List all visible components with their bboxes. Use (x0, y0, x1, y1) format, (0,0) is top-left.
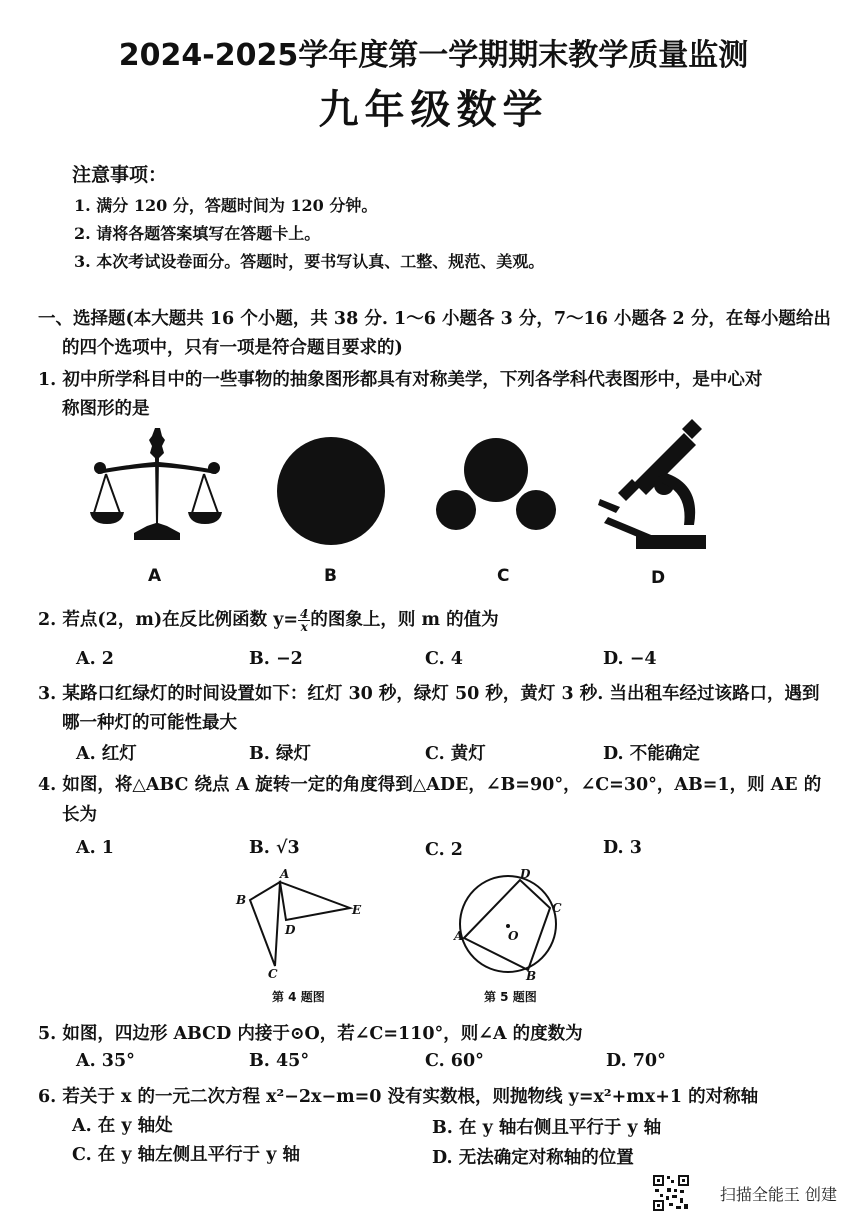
q5-point-o: O (508, 929, 519, 943)
q1-label-a: A (148, 566, 162, 586)
q2-fraction (298, 608, 310, 633)
watermark-text: 扫描全能王 创建 (719, 1185, 837, 1204)
q3-line2: 哪一种灯的可能性最大 (62, 713, 237, 733)
q1-label-c: C (497, 566, 510, 586)
q4-point-b: B (236, 893, 247, 907)
q3-option-d: D. 不能确定 (603, 744, 700, 764)
q5-option-c: C. 60° (425, 1051, 484, 1071)
q6-option-b: B. 在 y 轴右侧且平行于 y 轴 (432, 1118, 662, 1138)
q5-point-a: A (454, 929, 464, 943)
notice-heading: 注意事项： (72, 164, 168, 186)
q1-label-d: D (651, 568, 666, 588)
microscope-icon (596, 425, 716, 555)
notice-item-2: 2. 请将各题答案填写在答题卡上。 (74, 224, 321, 243)
q5-point-b: B (526, 969, 537, 983)
q2-frac-den: x (300, 620, 308, 634)
q4-caption: 第 4 题图 (272, 990, 325, 1004)
q4-point-d: D (285, 923, 296, 937)
q6-option-d: D. 无法确定对称轴的位置 (432, 1148, 634, 1168)
three-circles-icon (436, 435, 558, 545)
q2-frac-num: 4 (300, 607, 309, 621)
q3-option-c: C. 黄灯 (425, 744, 486, 764)
q5-option-a: A. 35° (76, 1051, 135, 1071)
q4-point-e: E (352, 903, 362, 917)
section1-line2: 的四个选项中，只有一项是符合题目要求的) (62, 338, 403, 358)
q2-option-b: B. −2 (249, 649, 303, 669)
exam-subtitle: 九年级数学 (318, 86, 549, 133)
q1-line2: 称图形的是 (62, 399, 150, 419)
q2-option-d: D. −4 (603, 649, 657, 669)
q2-option-a: A. 2 (76, 649, 114, 669)
q3-option-b: B. 绿灯 (249, 744, 311, 764)
q4-point-c: C (268, 967, 278, 981)
q5-caption: 第 5 题图 (484, 990, 537, 1004)
q4-line2: 长为 (62, 805, 97, 825)
q2-text-after: 的图象上，则 m 的值为 (310, 610, 499, 630)
q4-line1: 4. 如图，将△ABC 绕点 A 旋转一定的角度得到△ADE，∠B=90°，∠C=30°，AB=1，则 AE 的 (38, 775, 822, 795)
q5-point-c: C (552, 901, 562, 915)
q4-point-a: A (280, 867, 290, 881)
q1-label-b: B (324, 566, 337, 586)
q4-option-a: A. 1 (76, 838, 114, 858)
q2-option-c: C. 4 (425, 649, 463, 669)
q6-option-c: C. 在 y 轴左侧且平行于 y 轴 (72, 1145, 301, 1165)
q5-point-d: D (520, 867, 531, 881)
q4-option-b: B. √3 (249, 838, 300, 858)
qr-code-icon (652, 1174, 690, 1212)
notice-item-3: 3. 本次考试设卷面分。答题时，要书写认真、工整、规范、美观。 (74, 252, 545, 271)
balance-scale-icon (92, 428, 222, 548)
q6-option-a: A. 在 y 轴处 (72, 1116, 173, 1136)
filled-circle-icon (275, 435, 387, 547)
q1-line1: 1. 初中所学科目中的一些事物的抽象图形都具有对称美学，下列各学科代表图形中，是中心对 (38, 370, 763, 390)
section1-line1: 一、选择题(本大题共 16 个小题，共 38 分. 1～6 小题各 3 分，7～16 小题各 2 分，在每小题给出 (38, 309, 831, 329)
q3-option-a: A. 红灯 (76, 744, 137, 764)
q4-option-d: D. 3 (603, 838, 642, 858)
q3-line1: 3. 某路口红绿灯的时间设置如下：红灯 30 秒，绿灯 50 秒，黄灯 3 秒. 当出租车经过该路口，遇到 (38, 684, 820, 704)
q2-text-before: 2. 若点(2，m)在反比例函数 y= (38, 610, 299, 630)
q5-option-d: D. 70° (606, 1051, 666, 1071)
q5-option-b: B. 45° (249, 1051, 310, 1071)
q5-circle-figure (450, 867, 570, 983)
notice-item-1: 1. 满分 120 分，答题时间为 120 分钟。 (74, 196, 378, 215)
exam-title: 2024-2025学年度第一学期期末教学质量监测 (118, 38, 749, 73)
q4-triangle-figure (230, 868, 370, 980)
q4-option-c: C. 2 (425, 840, 463, 860)
q5-line1: 5. 如图，四边形 ABCD 内接于⊙O，若∠C=110°，则∠A 的度数为 (38, 1024, 583, 1044)
q2-stem (38, 606, 499, 633)
q6-line1: 6. 若关于 x 的一元二次方程 x²−2x−m=0 没有实数根，则抛物线 y=x²+mx+1 的对称轴 (38, 1087, 759, 1107)
